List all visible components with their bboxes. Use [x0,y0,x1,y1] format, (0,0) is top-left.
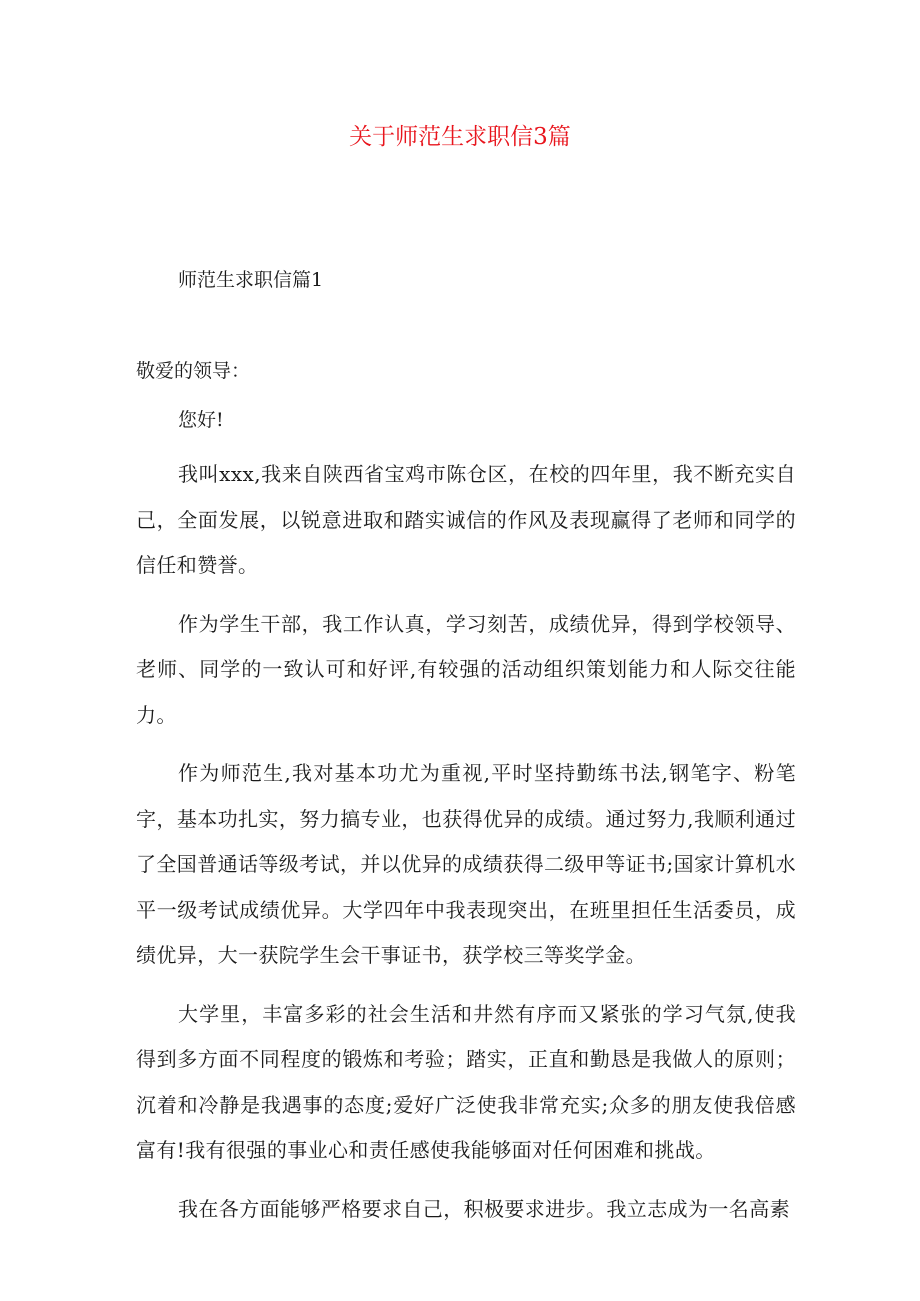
letter-body [136,452,796,1245]
document-title: 关于师范生求职信3篇 [349,124,571,150]
paragraph-self-discipline: 我在各方面能够严格要求自己，积极要求进步。我立志成为一名高素 [178,1196,790,1221]
salutation: 敬爱的领导： [136,360,251,382]
paragraph-teaching-skills: 作为师范生,我对基本功尤为重视,平时坚持勤练书法,钢笔字、粉笔字，基本功扎实，努力搞专业，也获得优异的成绩。通过努力,我顺利通过了全国普通话等级考试，并以优异的成绩获得二级甲等证书;国家计算机水平一级考试成绩优异。大学四年中我表现突出，在班里担任生活委员，成绩优异，大一获院学生会干事证书，获学校三等奖学金。 [136,761,796,967]
paragraph-student-leader: 作为学生干部，我工作认真，学习刻苦，成绩优异，得到学校领导、老师、同学的一致认可和好评,有较强的活动组织策划能力和人际交往能力。 [136,611,796,727]
section-heading: 师范生求职信篇1 [178,269,324,291]
paragraph-university-life: 大学里，丰富多彩的社会生活和井然有序而又紧张的学习气氛,使我得到多方面不同程度的锻炼和考验；踏实，正直和勤恳是我做人的原则；沉着和冷静是我遇事的态度;爱好广泛使我非常充实;众多的朋友使我倍感富有!我有很强的事业心和责任感使我能够面对任何困难和挑战。 [136,1001,796,1162]
paragraph-introduction: 我叫xxx,我来自陕西省宝鸡市陈仓区，在校的四年里，我不断充实自己，全面发展，以锐意进取和踏实诚信的作风及表现赢得了老师和同学的信任和赞誉。 [136,462,796,577]
greeting: 您好! [178,409,224,431]
